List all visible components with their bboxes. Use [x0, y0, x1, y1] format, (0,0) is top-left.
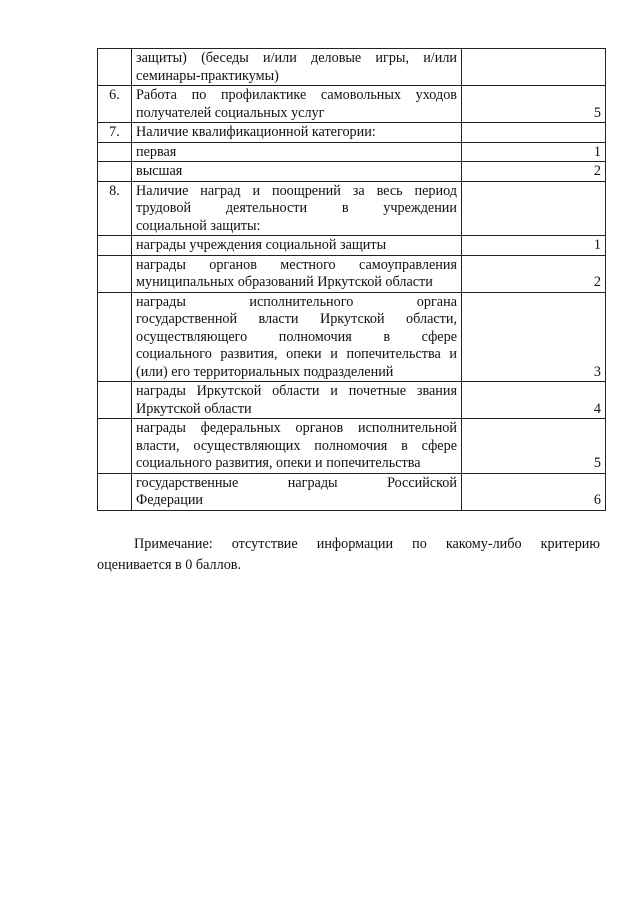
criterion-text-cell [132, 142, 462, 162]
criterion-text-line: социальной защиты: [136, 217, 261, 234]
table-row [98, 292, 606, 382]
table-row [98, 86, 606, 123]
criterion-text-cell [132, 419, 462, 474]
criterion-text-line: муниципальных образований Иркутской области [136, 274, 433, 290]
criterion-text-cell [132, 123, 462, 143]
criterion-text-line: государственной власти Иркутской области, [136, 311, 457, 327]
table-row [98, 162, 606, 182]
criterion-text-cell [132, 49, 462, 86]
criterion-text-line: социального развития, опеки и попечительства [136, 455, 421, 471]
score-cell: 6 [462, 473, 606, 510]
note-line-2: оценивается в 0 баллов. [97, 557, 242, 573]
criterion-text-line: власти, осуществляющих полномочия в сфере [136, 437, 457, 454]
criterion-text-line: (или) его территориальных подразделений [136, 363, 394, 380]
criterion-text-cell [132, 255, 462, 292]
row-number-cell [98, 382, 132, 419]
criterion-text-line: награды исполнительного органа [136, 293, 457, 310]
row-number-cell [98, 473, 132, 510]
criterion-text-cell [132, 473, 462, 510]
criterion-text-line: высшая [136, 163, 183, 179]
row-number-cell [98, 292, 132, 382]
criterion-text-cell [132, 86, 462, 123]
criterion-text-cell [132, 292, 462, 382]
table-row [98, 49, 606, 86]
criterion-text-line: социального развития, опеки и попечительства и [136, 346, 457, 362]
table-row [98, 419, 606, 474]
score-cell [462, 49, 606, 86]
criterion-text-line: получателей социальных услуг [136, 104, 325, 121]
row-number-cell [98, 236, 132, 256]
criterion-text-line: награды органов местного самоуправления [136, 256, 457, 273]
score-cell: 2 [462, 162, 606, 182]
table-row [98, 236, 606, 256]
row-number-cell [98, 419, 132, 474]
note-block [97, 534, 600, 576]
criterion-text-line: Федерации [136, 492, 204, 508]
criteria-table-body [98, 49, 606, 511]
table-row [98, 473, 606, 510]
score-cell: 5 [462, 86, 606, 123]
row-number-cell: 7. [98, 123, 132, 143]
criterion-text-cell [132, 162, 462, 182]
row-number-cell [98, 255, 132, 292]
row-number-cell: 6. [98, 86, 132, 123]
criterion-text-line: первая [136, 143, 177, 160]
criterion-text-line: семинары-практикумы) [136, 67, 279, 84]
criterion-text-line: защиты) (беседы и/или деловые игры, и/или [136, 50, 457, 66]
criterion-text-line: Наличие квалификационной категории: [136, 124, 376, 140]
criterion-text-line: трудовой деятельности в учреждении [136, 200, 457, 216]
score-cell: 1 [462, 142, 606, 162]
score-cell: 5 [462, 419, 606, 474]
table-row [98, 255, 606, 292]
criterion-text-line: награды учреждения социальной защиты [136, 237, 387, 253]
table-row [98, 142, 606, 162]
row-number-cell [98, 162, 132, 182]
score-cell [462, 123, 606, 143]
score-cell: 4 [462, 382, 606, 419]
criterion-text-line: государственные награды Российской [136, 474, 457, 491]
row-number-cell [98, 142, 132, 162]
note-line-1: Примечание: отсутствие информации по какому-либо критерию [134, 536, 600, 552]
table-row [98, 382, 606, 419]
table-row [98, 181, 606, 236]
row-number-cell: 8. [98, 181, 132, 236]
criterion-text-cell [132, 181, 462, 236]
criterion-text-line: награды Иркутской области и почетные звания [136, 383, 457, 399]
score-cell: 2 [462, 255, 606, 292]
criterion-text-line: Работа по профилактике самовольных уходов [136, 87, 457, 103]
score-cell [462, 181, 606, 236]
criterion-text-line: Наличие наград и поощрений за весь период [136, 182, 457, 199]
criterion-text-line: Иркутской области [136, 400, 252, 417]
score-cell: 3 [462, 292, 606, 382]
criterion-text-line: награды федеральных органов исполнительной [136, 420, 457, 436]
criterion-text-cell [132, 236, 462, 256]
criterion-text-cell [132, 382, 462, 419]
row-number-cell [98, 49, 132, 86]
criteria-table [97, 48, 606, 511]
table-row [98, 123, 606, 143]
criterion-text-line: осуществляющего полномочия в сфере [136, 328, 457, 345]
score-cell: 1 [462, 236, 606, 256]
